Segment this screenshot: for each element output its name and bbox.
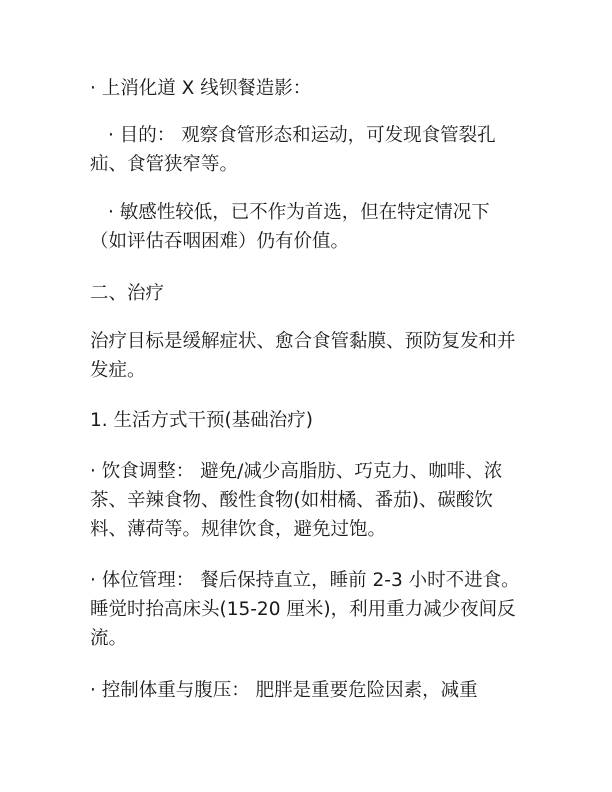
treatment-heading: 二、治疗: [90, 283, 165, 304]
sensitivity-paragraph: · 敏感性较低，已不作为首选，但在特定情况下（如评估吞咽困难）仍有价值。: [90, 202, 490, 252]
lifestyle-heading: 1. 生活方式干预(基础治疗): [90, 410, 313, 431]
section-heading-barium-swallow: · 上消化道 X 线钡餐造影：: [90, 78, 312, 99]
treatment-goal-paragraph: 治疗目标是缓解症状、愈合食管黏膜、预防复发和并发症。: [90, 331, 516, 381]
weight-paragraph: · 控制体重与腹压： 肥胖是重要危险因素，减重: [90, 680, 478, 701]
diet-paragraph: · 饮食调整： 避免/减少高脂肪、巧克力、咖啡、浓茶、辛辣食物、酸性食物(如柑橘、番茄)、碳酸饮料、薄荷等。规律饮食，避免过饱。: [90, 461, 503, 540]
posture-paragraph: · 体位管理： 餐后保持直立，睡前 2-3 小时不进食。睡觉时抬高床头(15-20 厘米)，利用重力减少夜间反流。: [90, 570, 520, 649]
purpose-paragraph: · 目的： 观察食管形态和运动，可发现食管裂孔疝、食管狭窄等。: [90, 125, 496, 175]
